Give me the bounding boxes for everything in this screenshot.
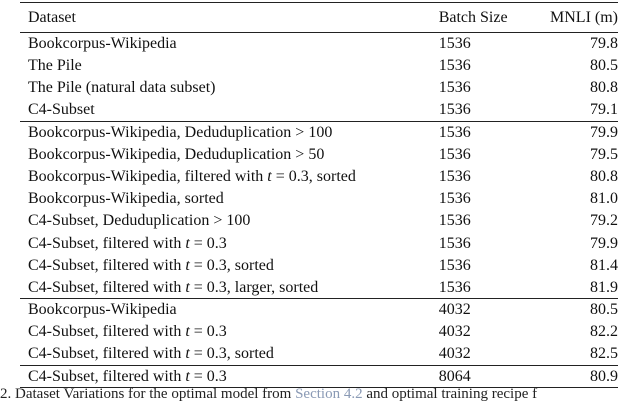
table-row <box>20 99 618 121</box>
table-row <box>20 321 618 343</box>
cell-mnli: 79.5 <box>590 145 618 163</box>
cell-mnli: 82.2 <box>590 323 618 341</box>
table-row <box>20 121 618 143</box>
cell-mnli: 80.5 <box>590 57 618 75</box>
table-row <box>20 55 618 77</box>
cell-batch-size: 1536 <box>438 168 471 186</box>
cell-batch-size: 1536 <box>438 57 471 75</box>
cell-batch-size: 4032 <box>438 323 471 341</box>
cell-dataset: Bookcorpus-Wikipedia, Deduduplication > 100 <box>20 121 439 143</box>
cell-batch-size: 1536 <box>438 145 471 163</box>
cell-dataset: C4-Subset, filtered with t = 0.3, sorted <box>28 256 274 274</box>
cell-dataset: C4-Subset, filtered with t = 0.3, larger, sorted <box>28 278 319 296</box>
header-mnli: MNLI (m) <box>529 3 618 33</box>
cell-batch-size: 1536 <box>438 278 471 296</box>
dataset-table-container <box>20 2 640 388</box>
cell-mnli: 80.8 <box>590 168 618 186</box>
cell-dataset: C4-Subset <box>28 101 95 119</box>
cell-dataset: C4-Subset, filtered with t = 0.3 <box>28 323 227 341</box>
cell-batch-size: 1536 <box>438 234 471 252</box>
cell-mnli: 79.1 <box>590 101 618 119</box>
cell-dataset: C4-Subset, filtered with t = 0.3 <box>28 234 227 252</box>
cell-batch-size: 1536 <box>438 212 471 230</box>
cell-mnli: 79.9 <box>590 234 618 252</box>
cell-batch-size: 1536 <box>439 121 530 143</box>
table-row <box>20 143 618 165</box>
table-body <box>20 33 618 388</box>
dataset-variations-table <box>20 2 618 388</box>
cell-dataset: Bookcorpus-Wikipedia, Deduduplication > 50 <box>28 145 325 163</box>
cell-dataset: C4-Subset, Deduduplication > 100 <box>28 212 251 230</box>
cell-dataset: The Pile (natural data subset) <box>28 79 216 97</box>
cell-batch-size: 1536 <box>438 79 471 97</box>
header-batch-size: Batch Size <box>439 3 530 33</box>
table-row <box>20 232 618 254</box>
cell-mnli: 79.9 <box>529 121 618 143</box>
cell-dataset: Bookcorpus-Wikipedia <box>20 33 439 55</box>
cell-batch-size: 8064 <box>439 365 530 387</box>
table-row <box>20 254 618 276</box>
table-row <box>20 77 618 99</box>
cell-batch-size: 4032 <box>439 299 530 321</box>
table-row <box>20 188 618 210</box>
header-dataset: Dataset <box>20 3 439 33</box>
cell-batch-size: 1536 <box>439 33 530 55</box>
cell-mnli: 80.5 <box>529 299 618 321</box>
cell-mnli: 79.8 <box>529 33 618 55</box>
cell-mnli: 81.4 <box>590 256 618 274</box>
cell-mnli: 82.5 <box>590 345 618 363</box>
cell-mnli: 80.8 <box>590 79 618 97</box>
table-row <box>20 33 618 55</box>
cell-mnli: 80.9 <box>529 365 618 387</box>
cell-batch-size: 1536 <box>438 190 471 208</box>
caption-prefix: 2. Dataset Variations for the optimal model from <box>0 386 292 402</box>
table-row <box>20 299 618 321</box>
table-row <box>20 365 618 387</box>
cell-mnli: 81.0 <box>590 190 618 208</box>
table-header-row <box>20 3 618 33</box>
table-caption <box>0 386 640 403</box>
cell-dataset: The Pile <box>28 57 82 75</box>
cell-mnli: 79.2 <box>590 212 618 230</box>
cell-dataset: Bookcorpus-Wikipedia, filtered with t = 0.3, sorted <box>28 168 356 186</box>
table-row <box>20 166 618 188</box>
table-row <box>20 277 618 299</box>
table-row <box>20 343 618 365</box>
cell-batch-size: 4032 <box>438 345 471 363</box>
caption-suffix: and optimal training recipe f <box>366 386 538 402</box>
table-row <box>20 210 618 232</box>
cell-dataset: C4-Subset, filtered with t = 0.3 <box>20 365 439 387</box>
cell-batch-size: 1536 <box>438 256 471 274</box>
cell-dataset: C4-Subset, filtered with t = 0.3, sorted <box>28 345 274 363</box>
cell-batch-size: 1536 <box>438 101 471 119</box>
cell-dataset: Bookcorpus-Wikipedia <box>20 299 439 321</box>
caption-section-link[interactable]: Section 4.2 <box>295 386 363 402</box>
cell-dataset: Bookcorpus-Wikipedia, sorted <box>28 190 224 208</box>
cell-mnli: 81.9 <box>590 278 618 296</box>
